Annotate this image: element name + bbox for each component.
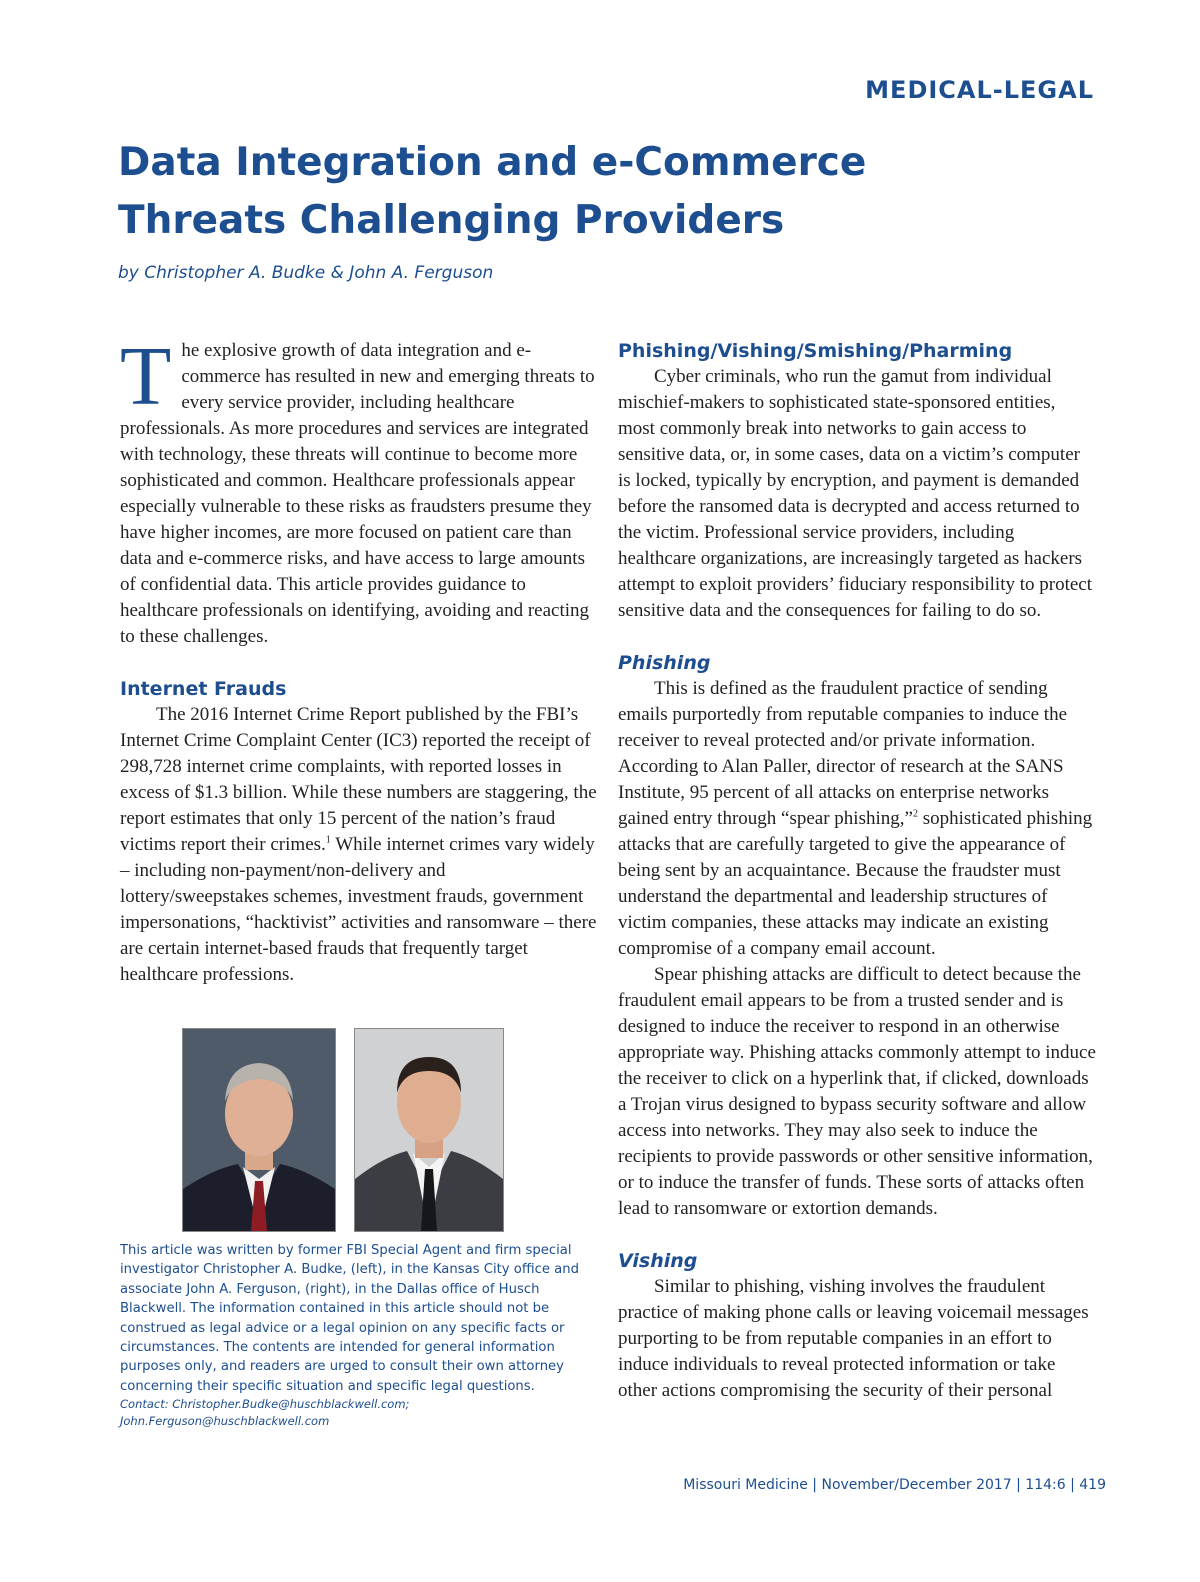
phishing-text-a: This is defined as the fraudulent practice of sending emails purportedly from reputable companies to induce the receiver to reveal protected and/or private information. According to Alan Paller, director of research at the SANS Institute, 95 percent of all attacks on enterprise networks gained entry through “spear phishing,”	[618, 678, 1067, 829]
phishing-paragraph-1	[618, 676, 1096, 962]
phishing-text-b: sophisticated phishing attacks that are carefully targeted to give the appearance of being sent by an acquaintance. Because the fraudster must understand the departmental and leadership structures of victim companies, these attacks may indicate an existing compromise of a company email account.	[618, 808, 1093, 959]
byline: by Christopher A. Budke & John A. Ferguson	[118, 263, 494, 283]
heading-internet-frauds: Internet Frauds	[120, 678, 287, 700]
article-title: Data Integration and e-Commerce Threats Challenging Providers	[118, 140, 867, 243]
section-label: MEDICAL-LEGAL	[865, 76, 1094, 104]
intro-paragraph	[120, 330, 598, 650]
internet-frauds-paragraph	[120, 702, 598, 988]
heading-phishing-vishing: Phishing/Vishing/Smishing/Pharming	[618, 340, 1013, 362]
heading-vishing: Vishing	[618, 1250, 698, 1272]
footnote-ref-1: 1	[325, 834, 331, 846]
internet-frauds-text-b: While internet crimes vary widely – including non-payment/non-delivery and lottery/sweepstakes schemes, investment frauds, government impersonations, “hacktivist” activities and ransomware – there are certain internet-based frauds that frequently target healthcare professions.	[120, 834, 597, 985]
author-caption	[120, 1241, 580, 1430]
phishing-paragraph-2: Spear phishing attacks are difficult to detect because the fraudulent email appears to be from a trusted sender and is designed to induce the receiver to respond in an otherwise appropriate way. Phishing attacks commonly attempt to induce the receiver to click on a hyperlink that, if clicked, downloads a Trojan virus designed to bypass security software and allow access into networks. They may also seek to induce the recipients to provide passwords or other sensitive information, or to induce the transfer of funds. These sorts of attacks often lead to ransomware or extortion demands.	[618, 964, 1096, 1219]
caption-contact: Contact: Christopher.Budke@huschblackwell.com; John.Ferguson@huschblackwell.com	[120, 1397, 410, 1429]
portrait-right-image	[355, 1029, 503, 1231]
portrait-left-image	[183, 1029, 335, 1231]
internet-frauds-text-a: The 2016 Internet Crime Report published by the FBI’s Internet Crime Complaint Center (IC3) reported the receipt of 298,728 internet crime complaints, with reported losses in excess of $1.3 billion. While these numbers are staggering, the report estimates that only 15 percent of the nation’s fraud victims report their crimes.	[120, 704, 597, 855]
right-column	[618, 338, 1096, 1404]
caption-text: This article was written by former FBI Special Agent and firm special investigator Christopher A. Budke, (left), in the Kansas City office and associate John A. Ferguson, (right), in the Dallas office of Husch Blackwell. The information contained in this article should not be construed as legal advice or a legal opinion on any specific facts or circumstances. The contents are intended for general information purposes only, and readers are urged to consult their own attorney concerning their specific situation and specific legal questions.	[120, 1243, 579, 1394]
vishing-paragraph: Similar to phishing, vishing involves the fraudulent practice of making phone calls or leaving voicemail messages purporting to be from reputable companies in an effort to induce individuals to reveal protected information or take other actions compromising the security of their personal	[618, 1276, 1089, 1401]
page-footer: Missouri Medicine | November/December 2017 | 114:6 | 419	[683, 1477, 1106, 1493]
cyber-criminals-paragraph: Cyber criminals, who run the gamut from individual mischief-makers to sophisticated state-sponsored entities, most commonly break into networks to gain access to sensitive data, or, in some cases, data on a victim’s computer is locked, typically by encryption, and payment is demanded before the ransomed data is decrypted and access returned to the victim. Professional service providers, including healthcare organizations, are increasingly targeted as hackers attempt to exploit providers’ fiduciary responsibility to protect sensitive data and the consequences for failing to do so.	[618, 366, 1093, 621]
intro-text: he explosive growth of data integration and e-commerce has resulted in new and emerging threats to every service provider, including healthcare professionals. As more procedures and services are integrated with technology, these threats will continue to become more sophisticated and common. Healthcare professionals appear especially vulnerable to these risks as fraudsters presume they have higher incomes, are more focused on patient care than data and e-commerce risks, and have access to large amounts of confidential data. This article provides guidance to healthcare professionals on identifying, avoiding and reacting to these challenges.	[120, 340, 595, 647]
footnote-ref-2: 2	[912, 808, 918, 820]
author-photo-budke	[182, 1028, 336, 1232]
left-column	[120, 330, 598, 988]
drop-cap: T	[120, 330, 172, 423]
heading-phishing: Phishing	[618, 652, 711, 674]
author-photo-ferguson	[354, 1028, 504, 1232]
